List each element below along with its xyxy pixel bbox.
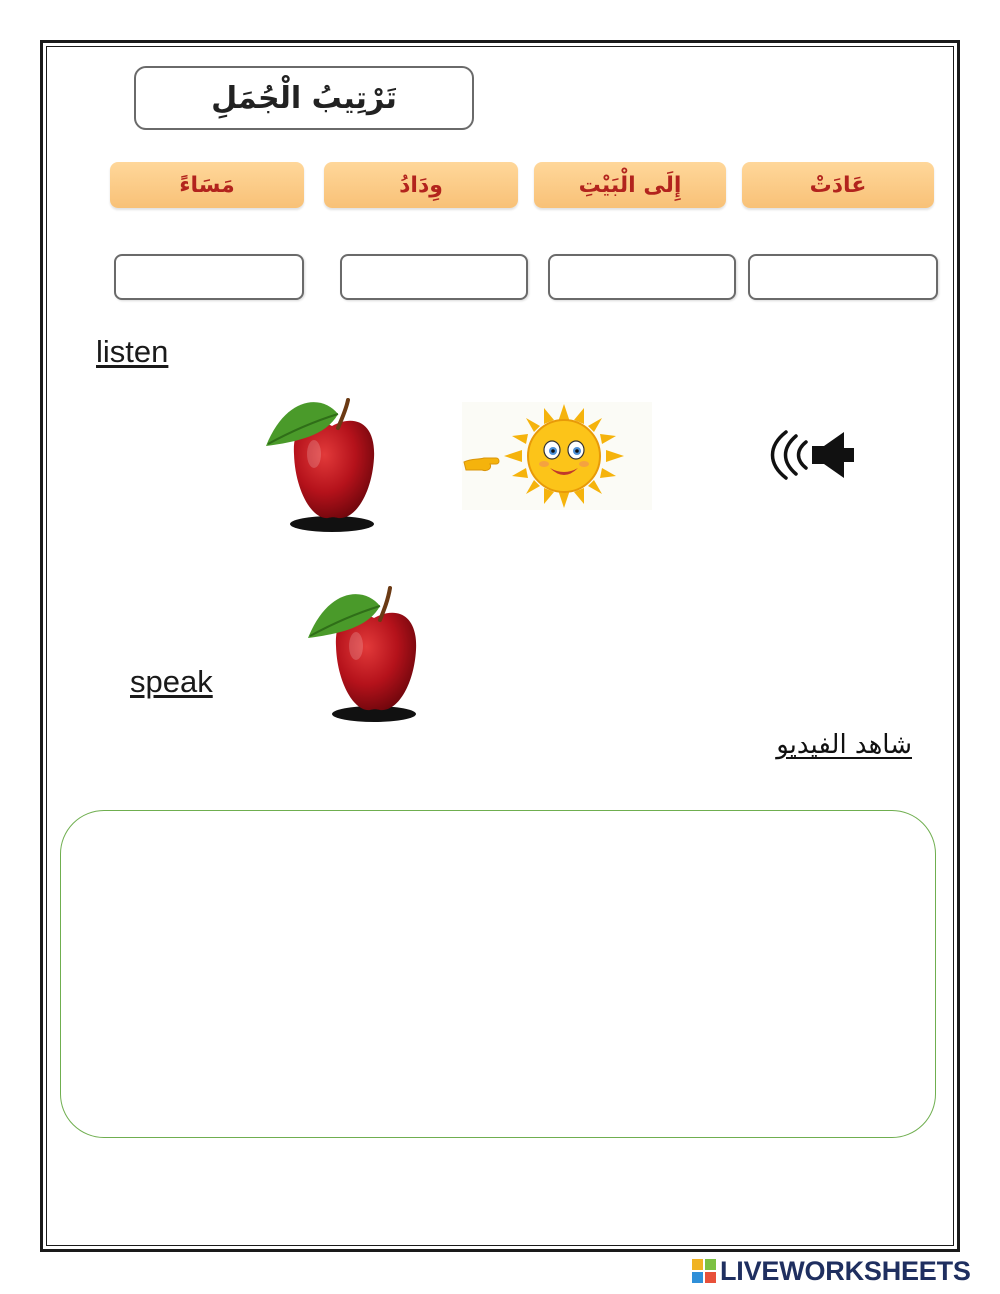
watch-video-label: شاهد الفيديو <box>776 730 912 760</box>
apple-icon <box>304 584 444 728</box>
listen-label: listen <box>96 334 169 369</box>
speaker-icon[interactable] <box>752 430 856 480</box>
speak-label: speak <box>130 664 213 699</box>
video-embed-area[interactable] <box>60 810 936 1138</box>
sun-icon <box>462 402 652 510</box>
word-card-label: مَسَاءً <box>179 172 235 198</box>
word-card-3[interactable] <box>324 162 518 208</box>
word-card-label: عَادَتْ <box>809 172 867 198</box>
answer-drop-box-3[interactable] <box>340 254 528 300</box>
word-card-1[interactable] <box>742 162 934 208</box>
answer-drop-box-2[interactable] <box>548 254 736 300</box>
answer-drop-box-1[interactable] <box>748 254 938 300</box>
worksheet-title-text: تَرْتِيبُ الْجُمَلِ <box>211 80 397 116</box>
apple-icon <box>262 392 402 536</box>
answer-drop-box-4[interactable] <box>114 254 304 300</box>
liveworksheets-logo[interactable] <box>692 1256 971 1286</box>
word-card-2[interactable] <box>534 162 726 208</box>
worksheet-title <box>134 66 474 130</box>
word-card-4[interactable] <box>110 162 304 208</box>
word-card-label: إِلَى الْبَيْتِ <box>578 172 682 198</box>
logo-text: LIVEWORKSHEETS <box>720 1255 971 1286</box>
word-card-label: وِدَادُ <box>399 172 443 198</box>
logo-squares-icon <box>692 1259 716 1283</box>
